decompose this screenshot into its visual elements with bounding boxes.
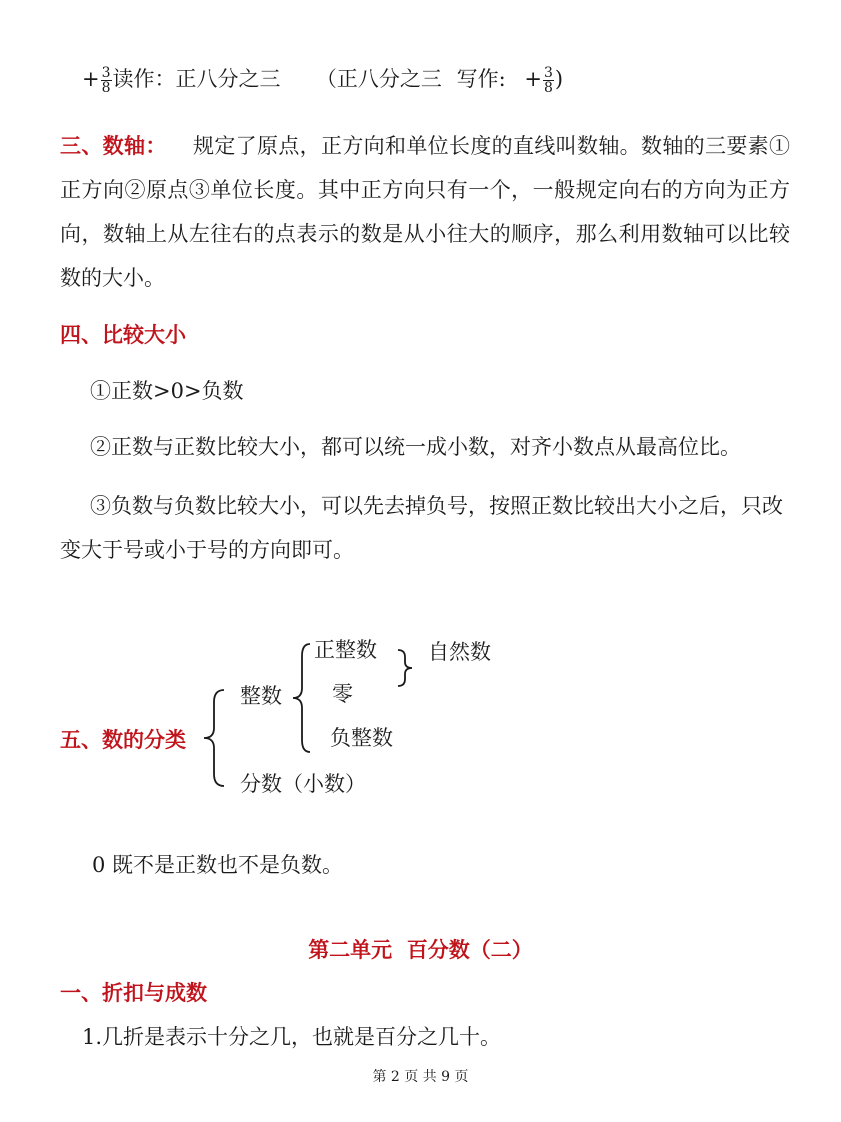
write-fraction-denominator: 8 xyxy=(543,80,553,96)
positive-integer-label: 正整数 xyxy=(314,638,377,662)
paren-close-text: ) xyxy=(554,67,564,91)
write-plus-sign: + xyxy=(524,67,542,91)
compare-item-3-text: ③负数与负数比较大小，可以先去掉负号，按照正数比较出大小之后，只改变大于号或小于号的方向即可。 xyxy=(60,494,783,562)
write-fraction-numerator: 3 xyxy=(543,65,553,81)
fraction-numerator: 3 xyxy=(101,65,111,81)
fraction-label: 分数（小数） xyxy=(240,772,366,796)
write-as-label: 写作: xyxy=(456,67,506,91)
number-line-text: 规定了原点，正方向和单位长度的直线叫数轴。数轴的三要素①正方向②原点③单位长度。其中正方向只有一个，一般规定向右的方向为正方向，数轴上从左往右的点表示的数是从小往大的顺序，那么利用数轴可以比较数的大小。 xyxy=(60,134,791,290)
section-heading-classification: 五、数的分类 xyxy=(60,727,186,752)
negative-integer-label: 负整数 xyxy=(330,726,393,750)
section-number-line xyxy=(60,124,790,300)
read-as-text: 读作：正八分之三 xyxy=(112,67,281,91)
discount-item-1: 1.几折是表示十分之几，也就是百分之几十。 xyxy=(82,1025,502,1049)
integer-brace xyxy=(290,642,316,754)
section-heading-compare: 四、比较大小 xyxy=(60,322,186,347)
natural-number-label: 自然数 xyxy=(428,640,491,664)
section-heading-discount: 一、折扣与成数 xyxy=(60,980,207,1005)
natural-brace xyxy=(394,648,418,688)
unit-title: 第二单元 百分数（二） xyxy=(308,937,533,962)
compare-item-3 xyxy=(60,484,790,572)
big-brace xyxy=(200,688,230,788)
fraction-reading-line xyxy=(82,64,563,95)
paren-open-text: （正八分之三 xyxy=(315,67,442,91)
page-footer: 第 2 页 共 9 页 xyxy=(372,1069,469,1085)
compare-item-2: ②正数与正数比较大小，都可以统一成小数，对齐小数点从最高位比。 xyxy=(90,435,741,459)
zero-note: 0 既不是正数也不是负数。 xyxy=(92,853,344,877)
compare-item-1: ①正数>0>负数 xyxy=(90,379,244,403)
fraction-denominator: 8 xyxy=(101,80,111,96)
integer-label: 整数 xyxy=(240,684,282,708)
fraction-three-eighths xyxy=(101,66,112,95)
zero-label: 零 xyxy=(332,682,353,706)
section-heading-number-line: 三、数轴： xyxy=(60,133,167,158)
plus-sign: + xyxy=(82,67,100,91)
write-fraction xyxy=(543,66,554,95)
